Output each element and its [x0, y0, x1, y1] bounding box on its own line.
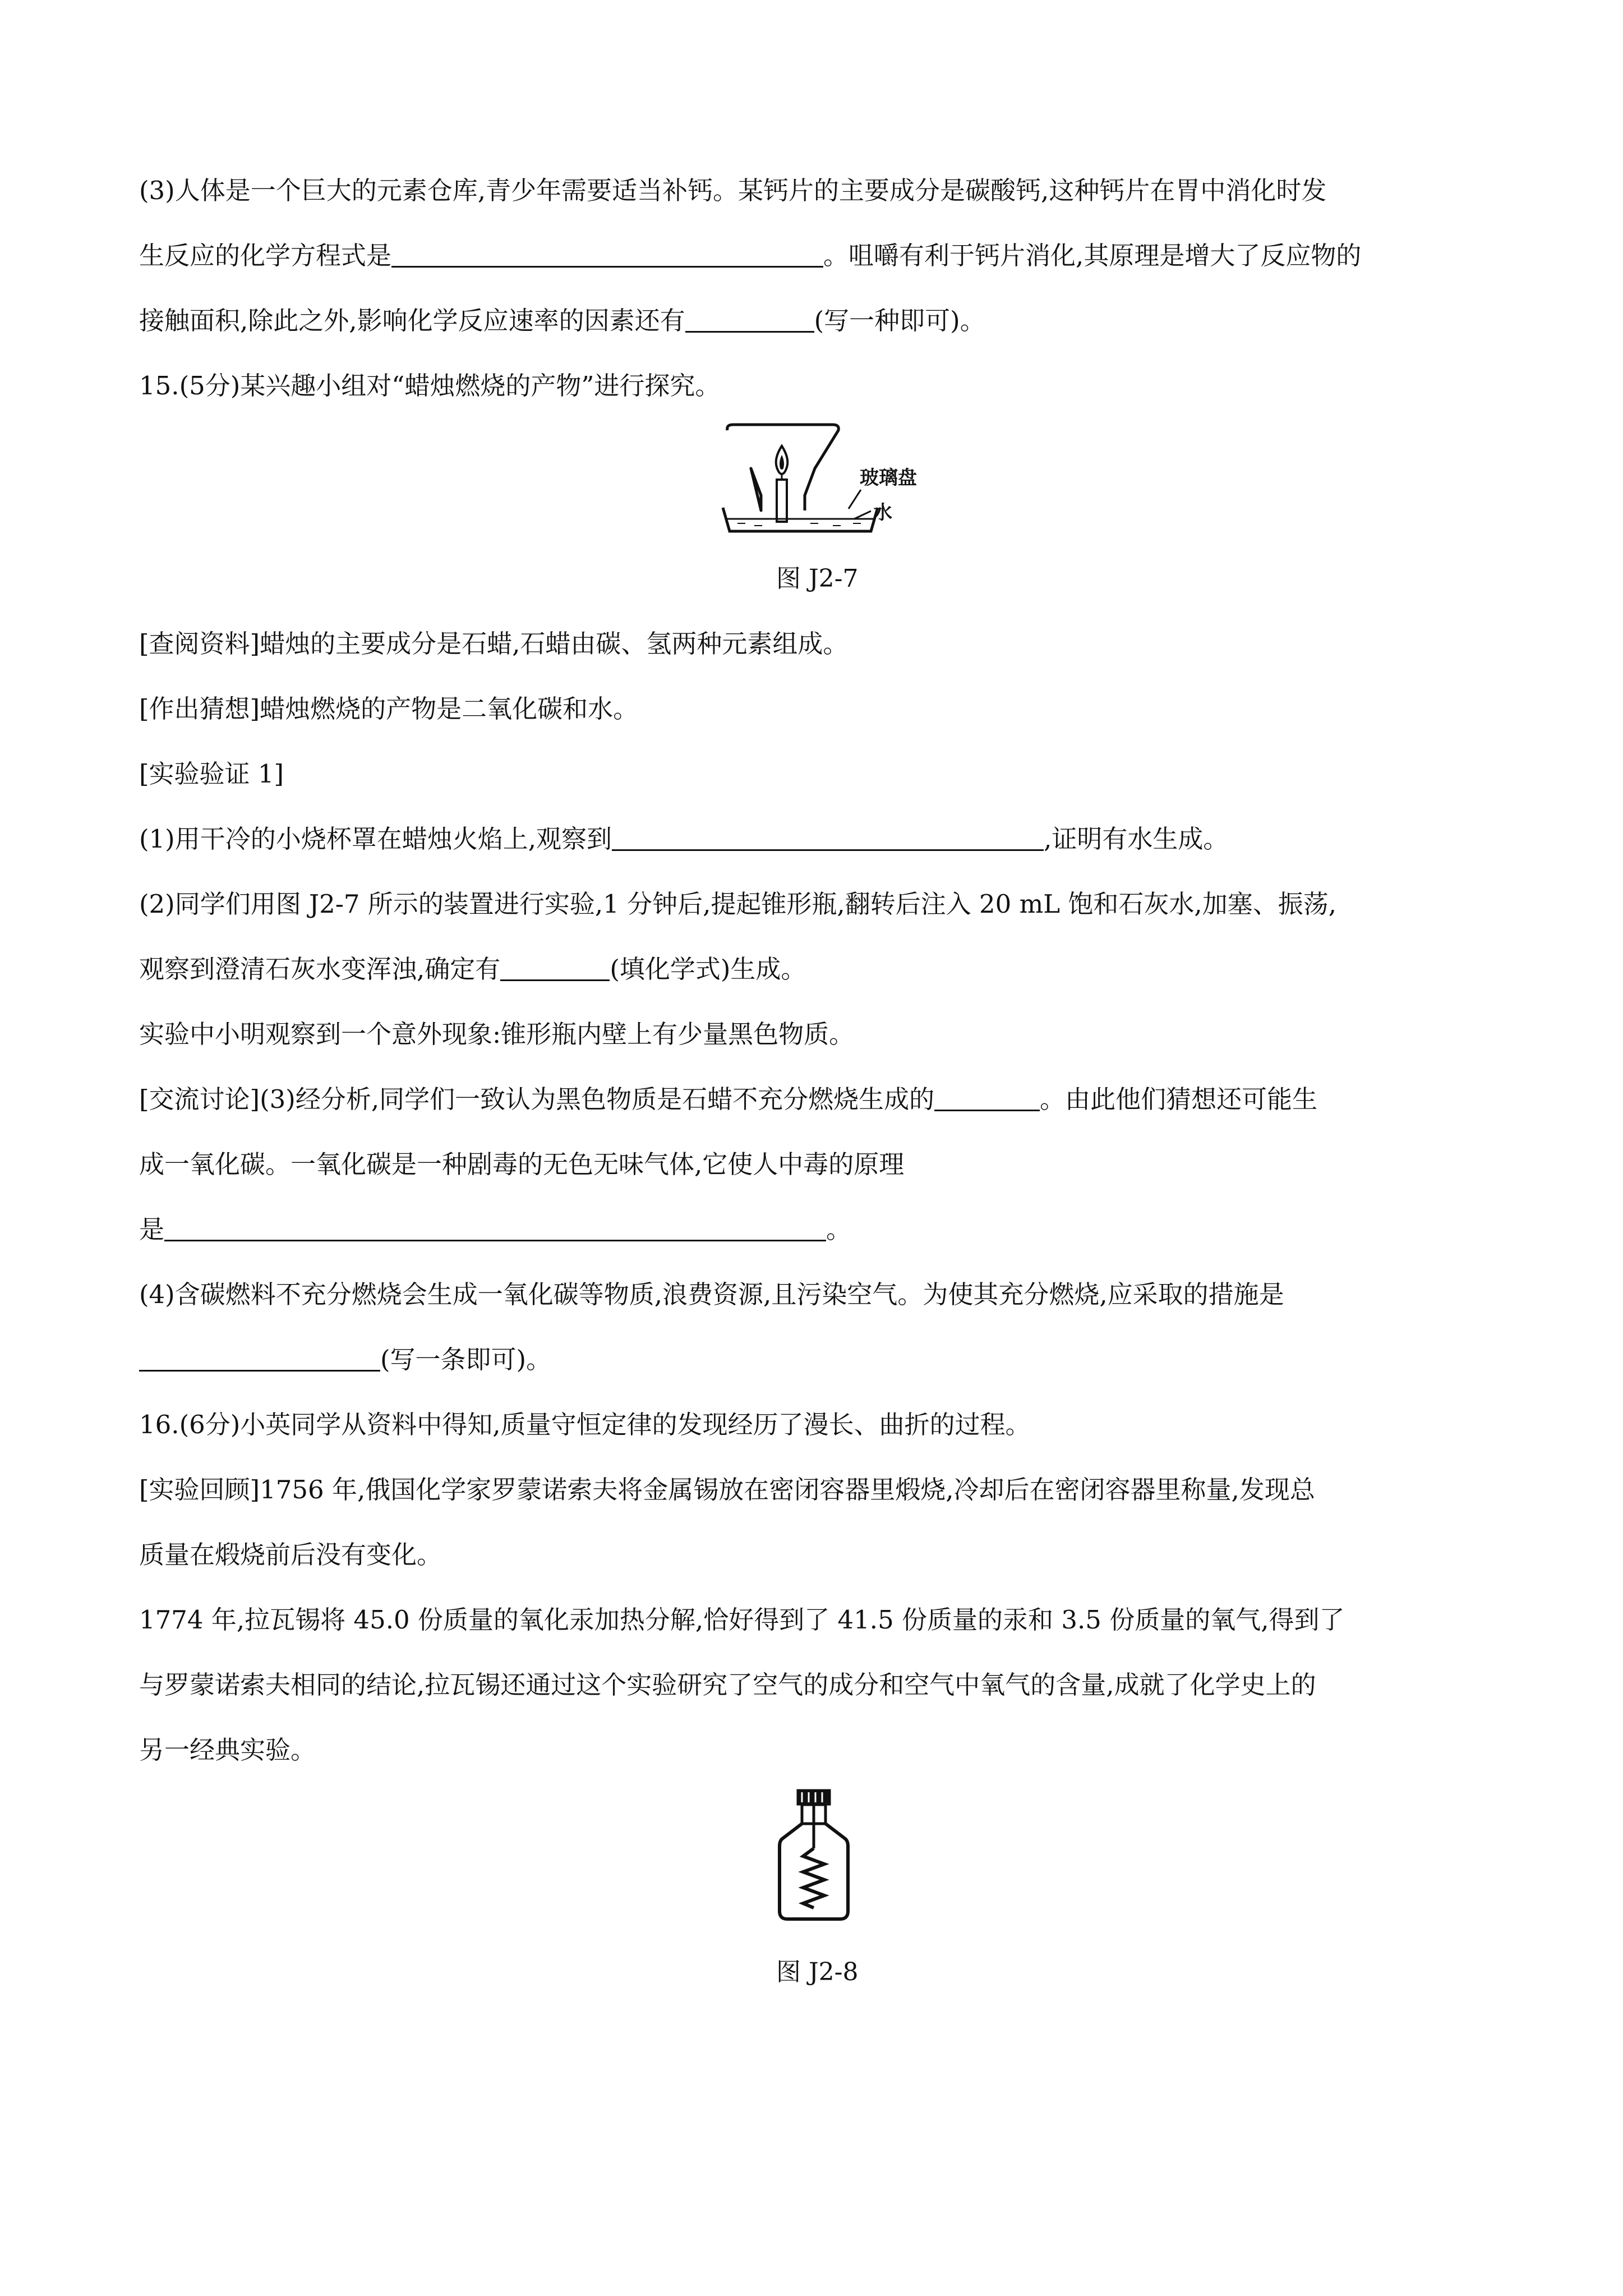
q14-3-line1: (3)人体是一个巨大的元素仓库,青少年需要适当补钙。某钙片的主要成分是碳酸钙,这种钙片在胃中消化时发 [139, 176, 1327, 205]
tin-sample-zigzag [803, 1848, 824, 1908]
q15-part4-line2 [139, 1343, 551, 1377]
q15-part3-text-b: 。由此他们猜想还可能生 [1040, 1084, 1318, 1114]
answer-blank-measure[interactable] [139, 1345, 380, 1372]
q14-3-line2-text-b: 。咀嚼有利于钙片消化,其原理是增大了反应物的 [823, 241, 1362, 270]
q15-part1-text-b: ,证明有水生成。 [1044, 824, 1229, 854]
q15-part3-line2: 成一氧化碳。一氧化碳是一种剧毒的无色无味气体,它使人中毒的原理 [139, 1149, 905, 1179]
q14-3-line2 [139, 239, 1361, 273]
q15-title: 15.(5分)某兴趣小组对“蜡烛燃烧的产物”进行探究。 [139, 371, 721, 401]
q15-part2-line2 [139, 953, 806, 986]
q16-lavoisier-line2: 与罗蒙诺索夫相同的结论,拉瓦锡还通过这个实验研究了空气的成分和空气中氧气的含量,成就了化学史上的 [139, 1670, 1316, 1700]
q14-3-line2-text-a: 生反应的化学方程式是 [139, 241, 392, 270]
q15-part3-line3 [139, 1213, 851, 1246]
q15-hypothesis: [作出猜想]蜡烛燃烧的产物是二氧化碳和水。 [139, 694, 639, 724]
q15-part3-line1 [139, 1083, 1317, 1116]
q15-reference: [查阅资料]蜡烛的主要成分是石蜡,石蜡由碳、氢两种元素组成。 [139, 629, 849, 659]
q14-3-line3 [139, 304, 985, 338]
answer-blank-observation[interactable] [612, 825, 1044, 851]
candle [777, 480, 787, 522]
q15-part2-text-b: (填化学式)生成。 [610, 954, 806, 984]
figure-j2-8-caption: 图 J2-8 [776, 1958, 859, 1986]
answer-blank-formula[interactable] [500, 955, 610, 981]
q16-review-line1: [实验回顾]1756 年,俄国化学家罗蒙诺索夫将金属锡放在密闭容器里煅烧,冷却后在密闭容器里称量,发现总 [139, 1475, 1315, 1504]
q14-3-line3-text-a: 接触面积,除此之外,影响化学反应速率的因素还有 [139, 306, 685, 335]
q15-part4-line1: (4)含碳燃料不充分燃烧会生成一氧化碳等物质,浪费资源,且污染空气。为使其充分燃烧,应采取的措施是 [139, 1280, 1284, 1309]
q15-part3-text-a: [交流讨论](3)经分析,同学们一致认为黑色物质是石蜡不充分燃烧生成的 [139, 1084, 935, 1114]
q16-lavoisier-line1: 1774 年,拉瓦锡将 45.0 份质量的氧化汞加热分解,恰好得到了 41.5 份质量的汞和 3.5 份质量的氧气,得到了 [139, 1605, 1345, 1635]
q15-verification-heading: [实验验证 1] [139, 759, 284, 789]
q16-lavoisier-line3: 另一经典实验。 [139, 1735, 316, 1765]
q15-part1 [139, 822, 1228, 856]
figure-j2-7-candle-apparatus [721, 424, 917, 544]
q14-3-line3-text-b: (写一种即可)。 [814, 306, 985, 335]
q15-part2-text-a: 观察到澄清石灰水变浑浊,确定有 [139, 954, 501, 984]
q15-part3-text-c: 是 [139, 1214, 165, 1244]
answer-blank-black-substance[interactable] [934, 1085, 1040, 1111]
figure-j2-8-sealed-bottle [768, 1787, 869, 1932]
q16-review-line2: 质量在煅烧前后没有变化。 [139, 1540, 442, 1570]
answer-blank-rate-factor[interactable] [685, 306, 814, 333]
answer-blank-equation[interactable] [391, 241, 823, 268]
q15-part2-line1: (2)同学们用图 J2-7 所示的装置进行实验,1 分钟后,提起锥形瓶,翻转后注入 20 mL 饱和石灰水,加塞、振荡, [139, 889, 1337, 919]
q16-title: 16.(6分)小英同学从资料中得知,质量守恒定律的发现经历了漫长、曲折的过程。 [139, 1410, 1031, 1439]
figure-j2-7-caption: 图 J2-7 [776, 564, 859, 593]
q15-surprise: 实验中小明观察到一个意外现象:锥形瓶内壁上有少量黑色物质。 [139, 1019, 855, 1049]
answer-blank-poisoning-principle[interactable] [164, 1215, 826, 1241]
label-glass-dish: 玻璃盘 [860, 467, 917, 489]
q15-part1-text-a: (1)用干冷的小烧杯罩在蜡烛火焰上,观察到 [139, 824, 612, 854]
q15-part3-text-d: 。 [826, 1214, 852, 1244]
label-water: 水 [873, 501, 892, 524]
q15-part4-text: (写一条即可)。 [380, 1345, 552, 1374]
